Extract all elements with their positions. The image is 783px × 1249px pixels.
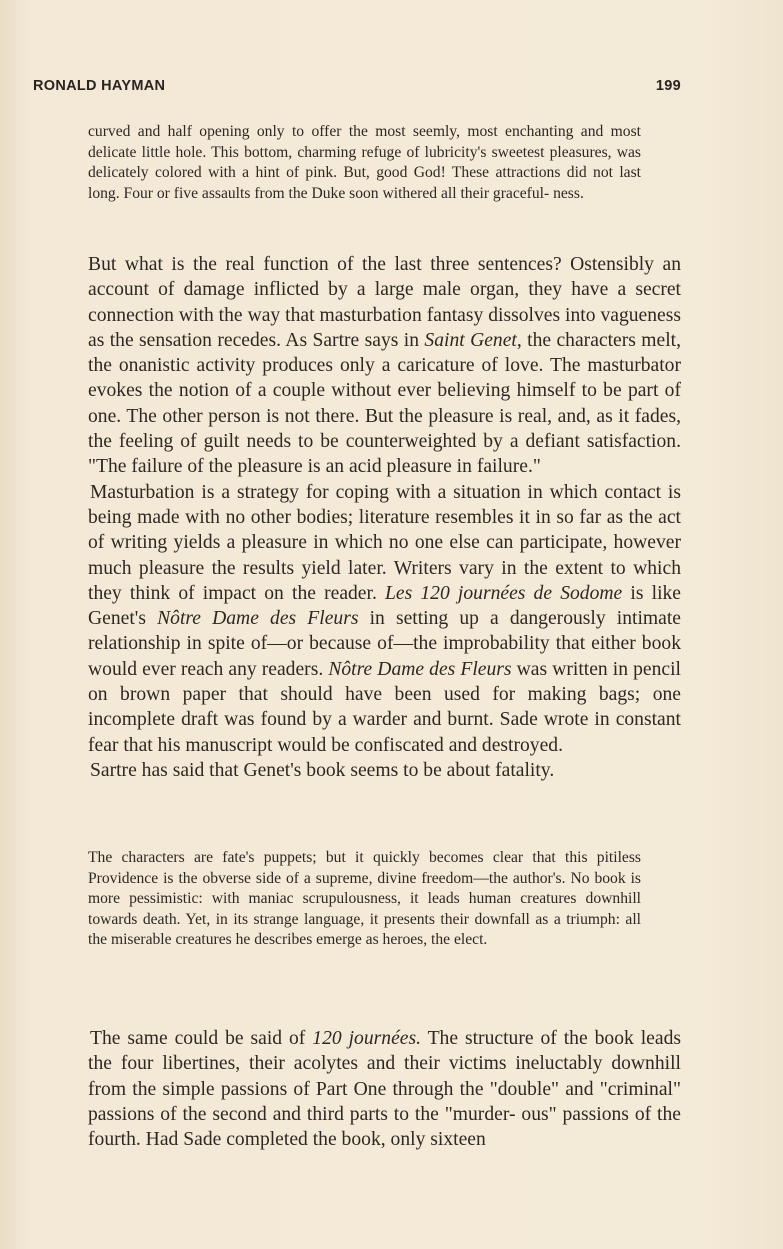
paragraph-text: was written in pencil on brown paper that should have been used for making bags; one incomplete draft was found by a warder and burnt. Sade wrote in constant fear that his manuscript would be confiscated and destroyed. — [88, 658, 682, 756]
book-title-italic: Nôtre Dame des Fleurs — [157, 608, 359, 630]
block-quote-sade — [88, 122, 641, 204]
book-title-italic: Saint Genet, — [424, 329, 522, 351]
paragraph-120-journees — [88, 1026, 681, 1152]
paragraph-text: Masturbation is a strategy for coping with a situation in which contact is being made with no other bodies; literature resembles it in so far as the act of writing yields a pleasure in which no one else can participate, however much pleasure the results yield later. Writers vary in the extent to which they think of impact on the reader. — [88, 481, 681, 604]
paragraph-function-of-sentences — [88, 252, 681, 480]
paragraph-text: The structure of the book leads the four libertines, their acolytes and their victims ineluctably downhill from the simple passions of Part One through the "double" and "criminal" passions of the second and third parts to the "murder- ous" passions of the fourth. Had Sade completed the book, only sixteen — [88, 1028, 681, 1151]
book-title-italic: Les 120 journées de Sodome — [385, 582, 623, 604]
running-header — [33, 78, 681, 98]
paragraph-text: the characters melt, the onanistic activity produces only a caricature of love. The masturbator evokes the notion of a couple without ever believing himself to be part of one. The other person is not there. But the pleasure is real, and, as it fades, the feeling of guilt needs to be counterweighted by a defiant satisfaction. "The failure of the pleasure is an acid pleasure in failure." — [88, 329, 681, 478]
paragraph-text: The same could be said of — [90, 1028, 313, 1049]
book-title-italic: Nôtre Dame des Fleurs — [328, 658, 512, 680]
body-text-upper — [88, 252, 681, 783]
paragraph-text: But what is the real function of the last three sentences? Ostensibly an account of damage inflicted by a large male organ, they have a secret connection with the way that masturbation fantasy dissolves into vagueness as the sensation recedes. As Sartre says in — [88, 254, 681, 351]
block-quote-sartre — [88, 848, 641, 951]
page-number: 199 — [655, 78, 681, 94]
body-text-lower — [88, 1026, 681, 1152]
paragraph-sartre-fatality: Sartre has said that Genet's book seems to be about fatality. — [90, 759, 555, 781]
running-head-author: RONALD HAYMAN — [33, 78, 166, 94]
paragraph-text: is like Genet's — [88, 582, 682, 630]
paragraph-text: in setting up a dangerously intimate relationship in spite of—or because of—the improbability that either book would ever reach any readers. — [88, 608, 681, 680]
block-quote-text: curved and half opening only to offer the most seemly, most enchanting and most delicate little hole. This bottom, charming refuge of lubricity's sweetest pleasures, was delicately colored with a hint of pink. But, good God! These attractions did not last long. Four or five assaults from the Duke soon withered all their graceful- ness. — [88, 123, 641, 202]
book-title-italic: 120 journées. — [312, 1028, 421, 1049]
paragraph-masturbation-strategy — [88, 480, 681, 758]
block-quote-text: The characters are fate's puppets; but it quickly becomes clear that this pitiless Providence is the obverse side of a supreme, divine freedom—the author's. No book is more pessimistic: with maniac scrupulousness, it leads human creatures downhill towards death. Yet, in its strange language, it presents their downfall as a triumph: all the miserable creatures he describes emerge as heroes, the elect. — [88, 849, 641, 948]
